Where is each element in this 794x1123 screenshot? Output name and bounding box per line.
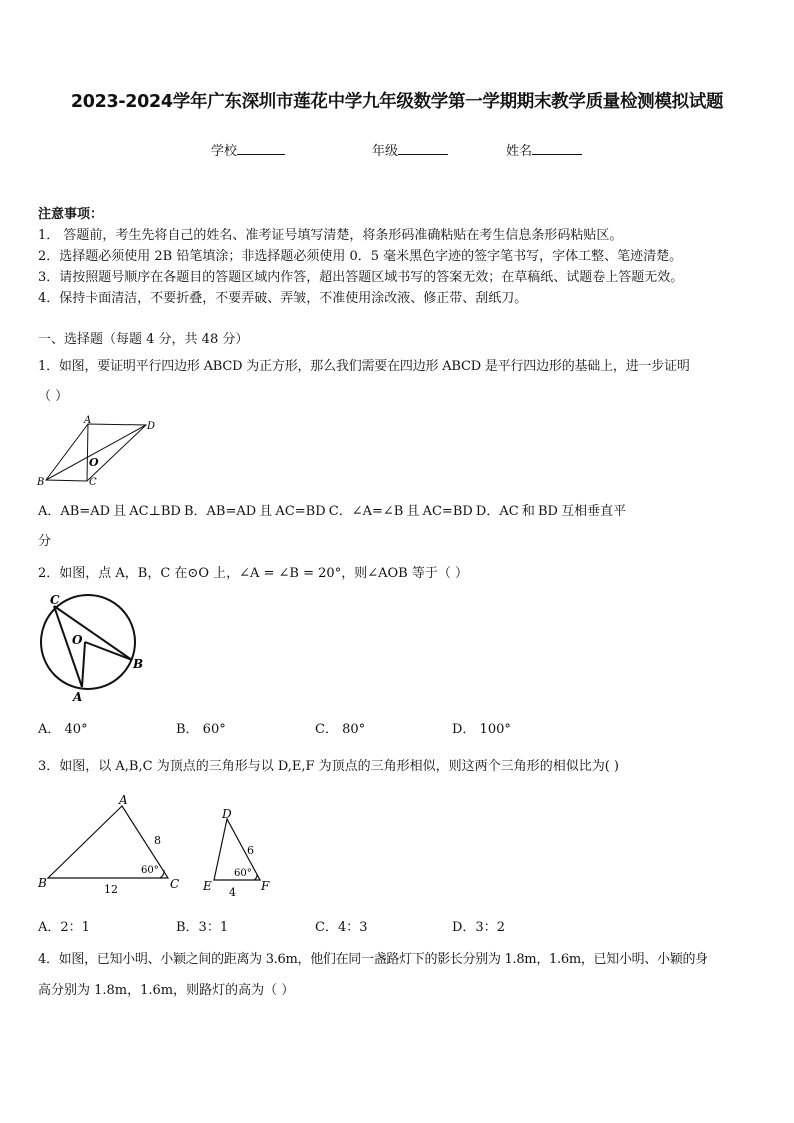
radius-oa xyxy=(82,642,85,687)
school-field[interactable] xyxy=(211,140,285,159)
label-b: B xyxy=(133,657,144,671)
side-ef-length: 4 xyxy=(229,886,236,899)
diagonal-bd xyxy=(46,425,146,480)
notice-item: 3．请按照题号顺序在各题目的答题区域内作答，超出答题区域书写的答案无效；在草稿纸、试题卷上答题无效。 xyxy=(38,270,684,285)
question-1-paren: （ ） xyxy=(38,389,69,404)
notice-heading: 注意事项： xyxy=(38,207,104,222)
side-bc-length: 12 xyxy=(104,883,118,896)
label-c: C xyxy=(170,877,180,891)
q1-options-wrap: 分 xyxy=(38,534,52,549)
side-df-length: 6 xyxy=(247,844,254,857)
question-4-line-2: 高分别为 1.8m，1.6m，则路灯的高为（ ） xyxy=(38,983,295,998)
q2-option-c: C． 80° xyxy=(315,722,366,737)
label-b: B xyxy=(38,876,47,890)
q2-option-a: A． 40° xyxy=(38,722,88,737)
parallelogram-figure xyxy=(34,413,164,487)
label-e: E xyxy=(203,879,212,893)
q2-option-d: D． 100° xyxy=(452,722,511,737)
school-label: 学校 xyxy=(211,144,238,159)
question-4-line-1: 4．如图，已知小明、小颖之间的距离为 3.6m，他们在同一盏路灯下的影长分别为 1.8m，1.6m，已知小明、小颖的身 xyxy=(38,952,708,967)
label-c: C xyxy=(89,477,97,487)
diagonal-ac xyxy=(87,424,88,481)
label-b: B xyxy=(37,477,45,487)
q3-option-d: D．3：2 xyxy=(452,920,505,935)
section-heading: 一、选择题（每题 4 分，共 48 分） xyxy=(38,332,249,347)
triangles-figure xyxy=(36,792,286,902)
question-1-stem: 1．如图，要证明平行四边形 ABCD 为正方形，那么我们需要在四边形 ABCD 是平行四边形的基础上，进一步证明 xyxy=(38,359,690,374)
grade-field[interactable] xyxy=(372,140,448,159)
notice-item: 1． 答题前，考生先将自己的姓名、准考证号填写清楚，将条形码准确粘贴在考生信息条形码粘贴区。 xyxy=(38,228,623,243)
label-d: D xyxy=(147,421,156,432)
notice-item: 4．保持卡面清洁，不要折叠，不要弄破、弄皱，不准使用涂改液、修正带、刮纸刀。 xyxy=(38,291,528,306)
label-o: O xyxy=(72,633,83,647)
label-o: O xyxy=(89,456,99,469)
q3-option-a: A．2：1 xyxy=(38,920,90,935)
label-d: D xyxy=(222,807,232,821)
q1-options-line: A．AB=AD 且 AC⊥BD B．AB=AD 且 AC=BD C．∠A=∠B 且 AC=BD D．AC 和 BD 互相垂直平 xyxy=(38,504,627,519)
q2-option-b: B． 60° xyxy=(176,722,226,737)
notice-item: 2．选择题必须使用 2B 铅笔填涂；非选择题必须使用 0．5 毫米黑色字迹的签字笔书写，字体工整、笔迹清楚。 xyxy=(38,249,683,264)
angle-c-measure: 60° xyxy=(141,865,159,876)
label-a: A xyxy=(73,690,83,702)
side-ac-length: 8 xyxy=(154,834,161,847)
angle-f-arc xyxy=(254,874,257,880)
chord-cb xyxy=(54,606,132,660)
angle-f-measure: 60° xyxy=(234,868,252,879)
grade-label: 年级 xyxy=(372,144,399,159)
question-1-options xyxy=(38,500,626,519)
label-f: F xyxy=(261,879,270,893)
label-a: A xyxy=(119,793,128,807)
label-c: C xyxy=(50,593,60,607)
question-3-stem: 3．如图，以 A,B,C 为顶点的三角形与以 D,E,F 为顶点的三角形相似，则这两个三角形的相似比为( ) xyxy=(38,759,619,774)
q3-option-b: B．3：1 xyxy=(176,920,229,935)
label-a: A xyxy=(84,415,92,426)
circle-figure xyxy=(36,590,148,702)
q3-option-c: C．4：3 xyxy=(315,920,368,935)
question-2-stem: 2．如图，点 A，B，C 在⊙O 上，∠A = ∠B = 20°，则∠AOB 等于（ ） xyxy=(38,566,468,581)
page-title: 2023-2024学年广东深圳市莲花中学九年级数学第一学期期末教学质量检测模拟试题 xyxy=(70,92,724,112)
name-label: 姓名 xyxy=(506,144,533,159)
name-field[interactable] xyxy=(506,140,582,159)
